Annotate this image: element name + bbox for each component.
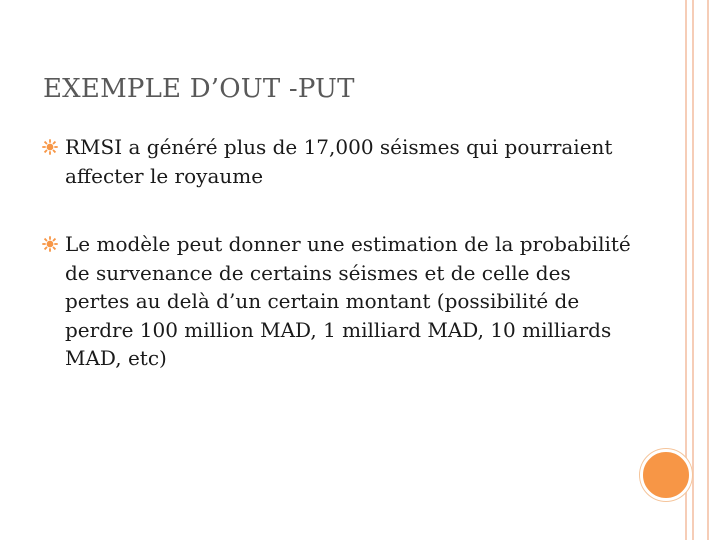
sun-bullet-icon xyxy=(42,139,58,155)
bullet-item xyxy=(40,133,640,190)
bullet-item xyxy=(40,230,640,373)
slide-title: EXEMPLE D’OUT -PUT xyxy=(43,74,355,104)
sun-bullet-icon xyxy=(42,236,58,252)
bullet-text: Le modèle peut donner une estimation de la probabilité de survenance de certains séismes et de celle des pertes au delà d’un certain montant (possibilité de perdre 100 million MAD, 1 milliard MAD, 10 milliards MAD, etc) xyxy=(65,232,631,370)
bullet-text: RMSI a généré plus de 17,000 séismes qui pourraient affecter le royaume xyxy=(65,135,613,188)
right-border-line xyxy=(692,0,694,540)
orange-circle-decoration xyxy=(640,449,692,501)
right-border-line xyxy=(707,0,709,540)
bullet-list xyxy=(40,133,640,373)
